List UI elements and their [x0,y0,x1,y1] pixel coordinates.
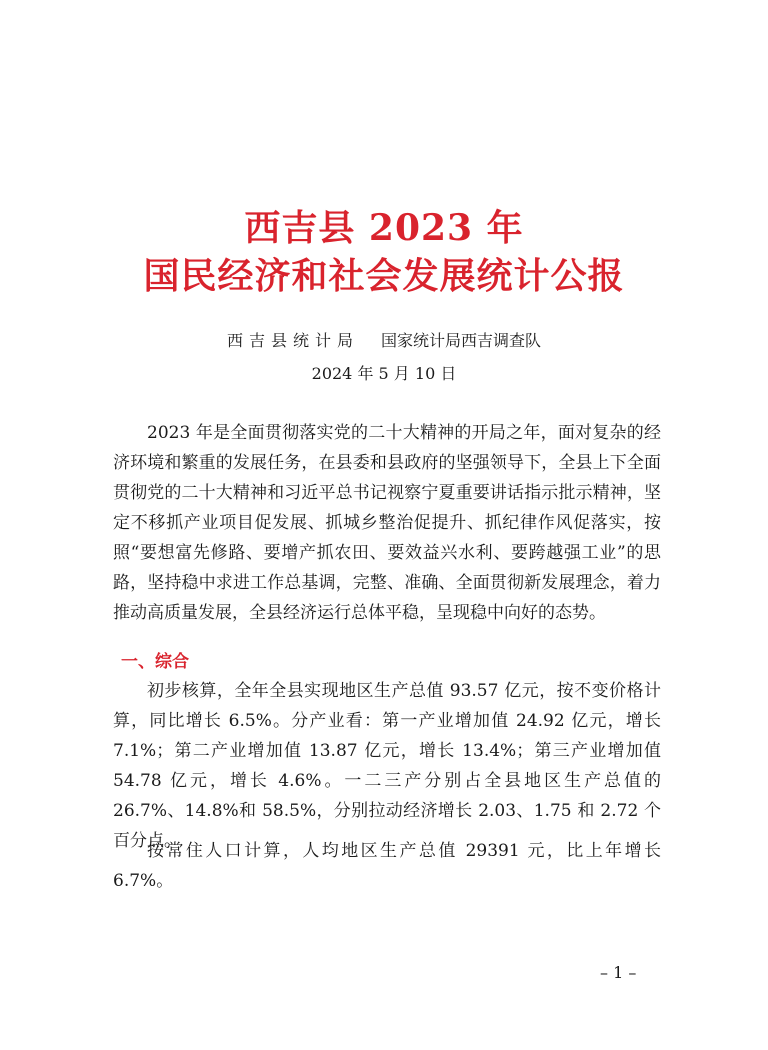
title-line-1: 西吉县 2023 年 [244,207,524,249]
issuer-line [0,328,768,351]
intro-paragraph: 2023 年是全面贯彻落实党的二十大精神的开局之年，面对复杂的经济环境和繁重的发展任务，在县委和县政府的坚强领导下，全县上下全面贯彻党的二十大精神和习近平总书记视察宁夏重要讲话指示批示精神，坚定不移抓产业项目促发展、抓城乡整治促提升、抓纪律作风促落实，按照“要想富先修路、要增产抓农田、要效益兴水利、要跨越强工业”的思路，坚持稳中求进工作总基调，完整、准确、全面贯彻新发展理念，着力推动高质量发展，全县经济运行总体平稳，呈现稳中向好的态势。 [113,423,661,623]
issuer-statistics-bureau: 西吉县统计局 [226,331,359,350]
section-heading-overview: 一、综合 [121,652,189,672]
issuer-survey-team: 国家统计局西吉调查队 [381,331,542,350]
title-line-2: 国民经济和社会发展统计公报 [143,255,625,297]
page-number: – 1 – [600,963,637,982]
gdp-paragraph: 初步核算，全年全县实现地区生产总值 93.57 亿元，按不变价格计算，同比增长 6.5%。分产业看：第一产业增加值 24.92 亿元，增长 7.1%；第二产业增加值 13.87 亿元，增长 13.4%；第三产业增加值 54.78 亿元，增长 4.6%。一二三产分别占全县地区生产总值的 26.7%、14.8%和 58.5%，分别拉动经济增长 2.03、1.75 和 2.72 个百分点。 [113,681,661,851]
per-capita-gdp-paragraph: 按常住人口计算，人均地区生产总值 29391 元，比上年增长 6.7%。 [113,841,661,891]
publish-date: 2024 年 5 月 10 日 [311,364,457,383]
